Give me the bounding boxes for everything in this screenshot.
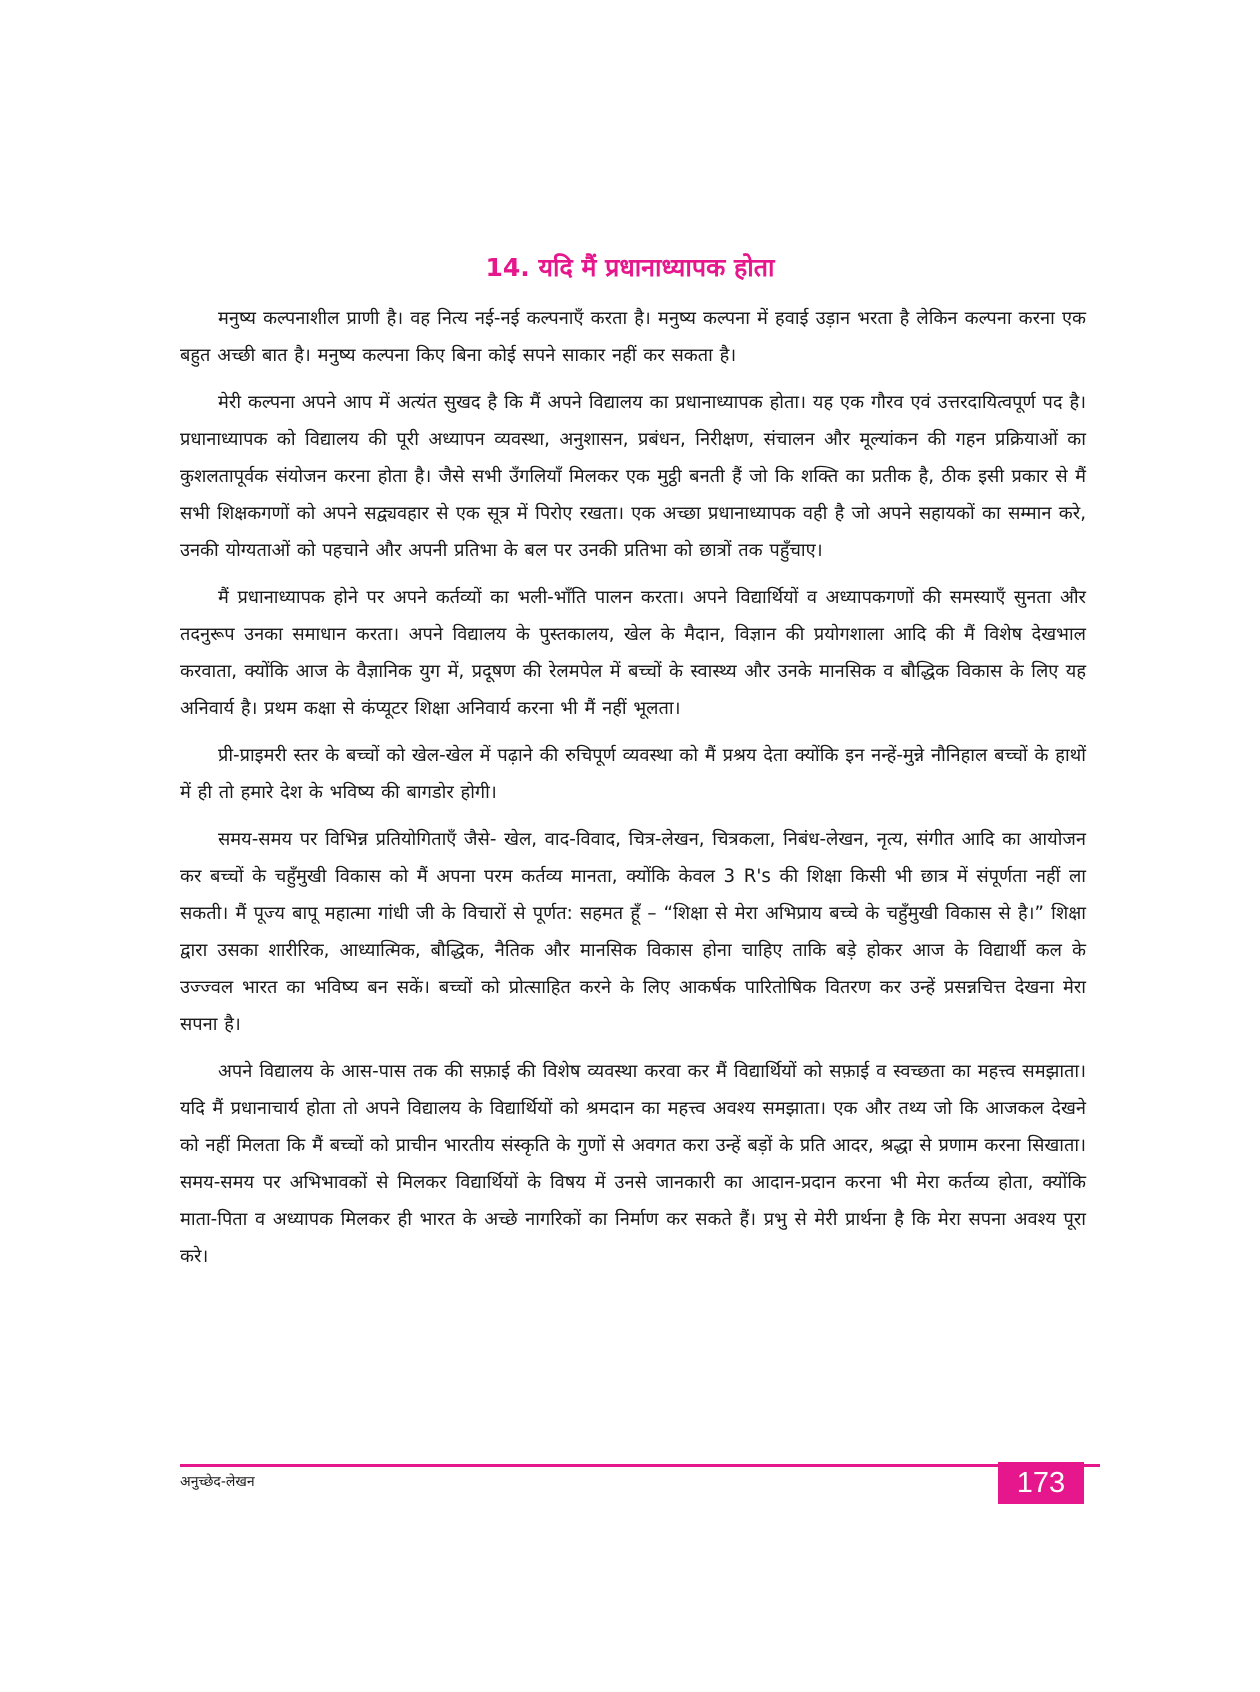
paragraph: समय-समय पर विभिन्न प्रतियोगिताएँ जैसे- खेल, वाद-विवाद, चित्र-लेखन, चित्रकला, निबंध-लेखन, नृत्य, संगीत आदि का आयोजन कर बच्चों के चहुँमुखी विकास को मैं अपना परम कर्तव्य मानता, क्योंकि केवल 3 R's की शिक्षा किसी भी छात्र में संपूर्णता नहीं ला सकती। मैं पूज्य बापू महात्मा गांधी जी के विचारों से पूर्णत: सहमत हूँ – “शिक्षा से मेरा अभिप्राय बच्चे के चहुँमुखी विकास से है।” शिक्षा द्वारा उसका शारीरिक, आध्यात्मिक, बौद्धिक, नैतिक और मानसिक विकास होना चाहिए ताकि बड़े होकर आज के विद्यार्थी कल के उज्ज्वल भारत का भविष्य बन सकें। बच्चों को प्रोत्साहित करने के लिए आकर्षक पारितोषिक वितरण कर उन्हें प्रसन्नचित्त देखना मेरा सपना है। [180, 829, 1086, 1035]
footer-section-label: अनुच्छेद-लेखन [180, 1474, 255, 1490]
paragraph: मनुष्य कल्पनाशील प्राणी है। वह नित्य नई-नई कल्पनाएँ करता है। मनुष्य कल्पना में हवाई उड़ान भरता है लेकिन कल्पना करना एक बहुत अच्छी बात है। मनुष्य कल्पना किए बिना कोई सपने साकार नहीं कर सकता है। [180, 308, 1086, 366]
essay-title: 14. यदि मैं प्रधानाध्यापक होता [485, 253, 775, 282]
essay-body [180, 300, 1086, 1285]
paragraph: मैं प्रधानाध्यापक होने पर अपने कर्तव्यों का भली-भाँति पालन करता। अपने विद्यार्थियों व अध्यापकगणों की समस्याएँ सुनता और तदनुरूप उनका समाधान करता। अपने विद्यालय के पुस्तकालय, खेल के मैदान, विज्ञान की प्रयोगशाला आदि की मैं विशेष देखभाल करवाता, क्योंकि आज के वैज्ञानिक युग में, प्रदूषण की रेलमपेल में बच्चों के स्वास्थ्य और उनके मानसिक व बौद्धिक विकास के लिए यह अनिवार्य है। प्रथम कक्षा से कंप्यूटर शिक्षा अनिवार्य करना भी मैं नहीं भूलता। [180, 587, 1086, 719]
paragraph: मेरी कल्पना अपने आप में अत्यंत सुखद है कि मैं अपने विद्यालय का प्रधानाध्यापक होता। यह एक गौरव एवं उत्तरदायित्वपूर्ण पद है। प्रधानाध्यापक को विद्यालय की पूरी अध्यापन व्यवस्था, अनुशासन, प्रबंधन, निरीक्षण, संचालन और मूल्यांकन की गहन प्रक्रियाओं का कुशलतापूर्वक संयोजन करना होता है। जैसे सभी उँगलियाँ मिलकर एक मुट्ठी बनती हैं जो कि शक्ति का प्रतीक है, ठीक इसी प्रकार से मैं सभी शिक्षकगणों को अपने सद्व्यवहार से एक सूत्र में पिरोए रखता। एक अच्छा प्रधानाध्यापक वही है जो अपने सहायकों का सम्मान करे, उनकी योग्यताओं को पहचाने और अपनी प्रतिभा के बल पर उनकी प्रतिभा को छात्रों तक पहुँचाए। [180, 392, 1086, 561]
paragraph: अपने विद्यालय के आस-पास तक की सफ़ाई की विशेष व्यवस्था करवा कर मैं विद्यार्थियों को सफ़ाई व स्वच्छता का महत्त्व समझाता। यदि मैं प्रधानाचार्य होता तो अपने विद्यालय के विद्यार्थियों को श्रमदान का महत्त्व अवश्य समझाता। एक और तथ्य जो कि आजकल देखने को नहीं मिलता कि मैं बच्चों को प्राचीन भारतीय संस्कृति के गुणों से अवगत करा उन्हें बड़ों के प्रति आदर, श्रद्धा से प्रणाम करना सिखाता। समय-समय पर अभिभावकों से मिलकर विद्यार्थियों के विषय में उनसे जानकारी का आदान-प्रदान करना भी मेरा कर्तव्य होता, क्योंकि माता-पिता व अध्यापक मिलकर ही भारत के अच्छे नागरिकों का निर्माण कर सकते हैं। प्रभु से मेरी प्रार्थना है कि मेरा सपना अवश्य पूरा करे। [180, 1061, 1086, 1267]
page-number-badge: 173 [998, 1462, 1084, 1504]
footer-divider [180, 1464, 1100, 1467]
paragraph: प्री-प्राइमरी स्तर के बच्चों को खेल-खेल में पढ़ाने की रुचिपूर्ण व्यवस्था को मैं प्रश्रय देता क्योंकि इन नन्हें-मुन्ने नौनिहाल बच्चों के हाथों में ही तो हमारे देश के भविष्य की बागडोर होगी। [180, 745, 1086, 803]
